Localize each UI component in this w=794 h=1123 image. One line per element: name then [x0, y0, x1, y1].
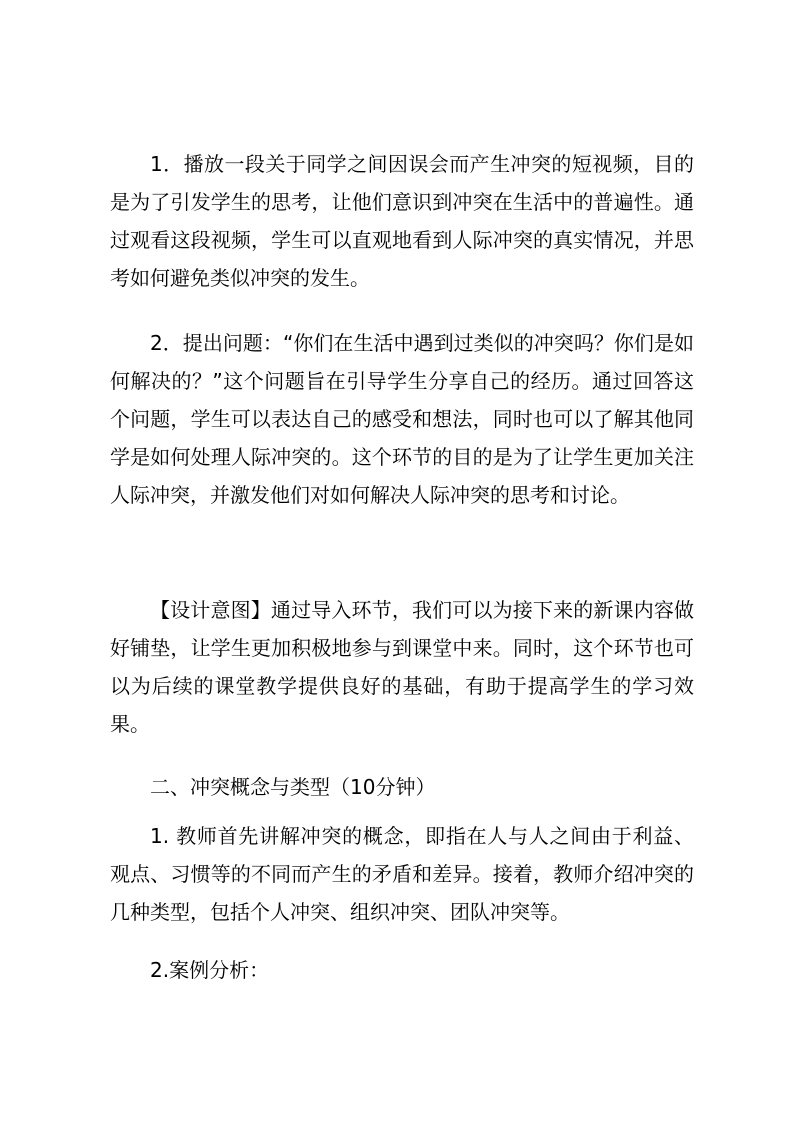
section-heading-conflict-types: 二、冲突概念与类型（10分钟）: [150, 775, 436, 799]
paragraph-conflict-concept: 1. 教师首先讲解冲突的概念，即指在人与人之间由于利益、观点、习惯等的不同而产生的矛盾和差异。接着，教师介绍冲突的几种类型，包括个人冲突、组织冲突、团队冲突等。: [110, 824, 694, 924]
paragraph-video-intro: 1．播放一段关于同学之间因误会而产生冲突的短视频，目的是为了引发学生的思考，让他们意识到冲突在生活中的普遍性。通过观看这段视频，学生可以直观地看到人际冲突的真实情况，并思考如何避免类似冲突的发生。: [110, 152, 694, 290]
paragraph-case-analysis: 2.案例分析：: [150, 958, 270, 982]
paragraph-design-intent: 【设计意图】通过导入环节，我们可以为接下来的新课内容做好铺垫，让学生更加积极地参与到课堂中来。同时，这个环节也可以为后续的课堂教学提供良好的基础，有助于提高学生的学习效果。: [110, 598, 694, 736]
paragraph-question: 2．提出问题：“你们在生活中遇到过类似的冲突吗？你们是如何解决的？”这个问题旨在引导学生分享自己的经历。通过回答这个问题，学生可以表达自己的感受和想法，同时也可以了解其他同学是如何处理人际冲突的。这个环节的目的是为了让学生更加关注人际冲突，并激发他们对如何解决人际冲突的思考和讨论。: [110, 331, 694, 507]
